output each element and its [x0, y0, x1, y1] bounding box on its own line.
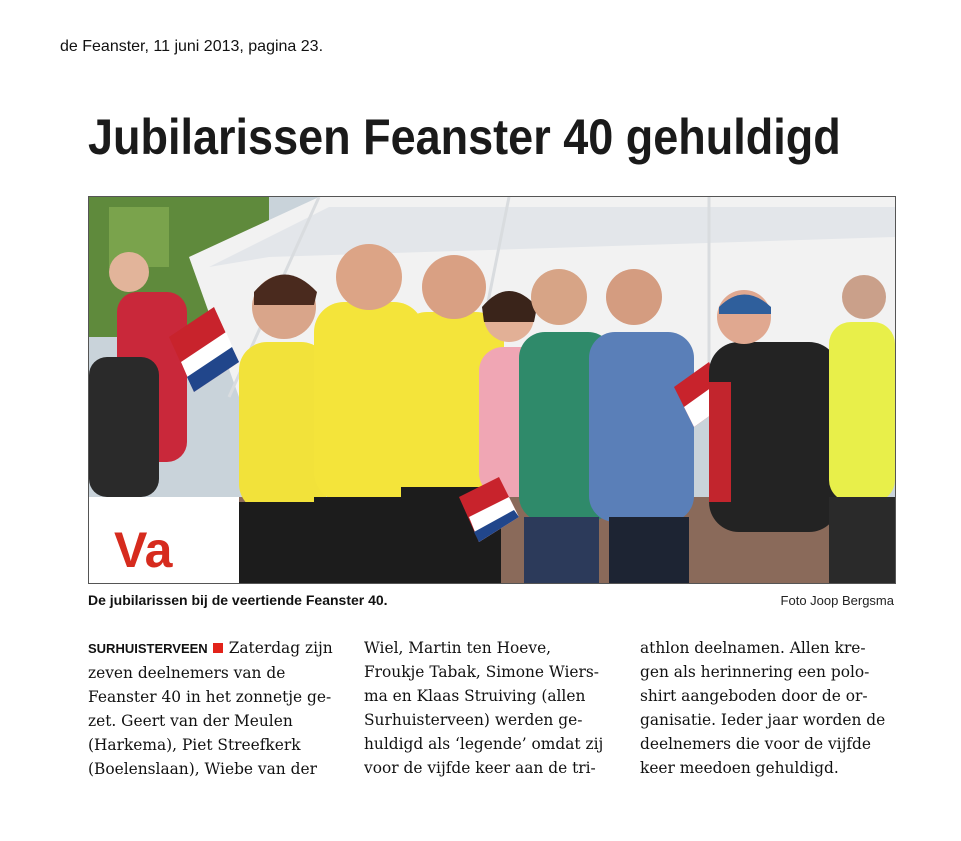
article-line: huldigd als ‘legende’ omdat zij [364, 735, 604, 753]
article-line: voor de vijfde keer aan de tri- [364, 759, 596, 777]
article-line: Wiel, Martin ten Hoeve, [364, 639, 552, 657]
dateline: SURHUISTERVEEN [88, 641, 208, 656]
article-line: shirt aangeboden door de or- [640, 687, 868, 705]
photo-illustration [89, 197, 895, 583]
article-line: keer meedoen gehuldigd. [640, 759, 839, 777]
article-line: athlon deelnamen. Allen kre- [640, 639, 866, 657]
svg-text:Va: Va [114, 522, 173, 578]
article-line: ganisatie. Ieder jaar worden de [640, 711, 886, 729]
headline: Jubilarissen Feanster 40 gehuldigd [88, 109, 841, 165]
source-line: de Feanster, 11 juni 2013, pagina 23. [60, 38, 324, 55]
article-line: Feanster 40 in het zonnetje ge- [88, 688, 332, 706]
article-text: Zaterdag zijn [228, 639, 333, 657]
article-line: deelnemers die voor de vijfde [640, 735, 872, 753]
article-column-1 [88, 636, 340, 781]
article-line: (Boelenslaan), Wiebe van der [88, 760, 317, 778]
article-line: ma en Klaas Struiving (allen [364, 687, 586, 705]
photo-credit: Foto Joop Bergsma [780, 593, 894, 608]
article-column-2 [364, 636, 616, 780]
article-line: zet. Geert van der Meulen [88, 712, 293, 730]
red-bullet-icon [213, 643, 223, 653]
article-line: Froukje Tabak, Simone Wiers- [364, 663, 599, 681]
article-line: Surhuisterveen) werden ge- [364, 711, 583, 729]
article-line: zeven deelnemers van de [88, 664, 286, 682]
article-line [88, 636, 340, 661]
photo-caption: De jubilarissen bij de veertiende Feanster 40. [88, 592, 388, 608]
article-photo [88, 196, 896, 584]
article-column-3 [640, 636, 892, 780]
article-line: gen als herinnering een polo- [640, 663, 870, 681]
article-line: (Harkema), Piet Streefkerk [88, 736, 301, 754]
